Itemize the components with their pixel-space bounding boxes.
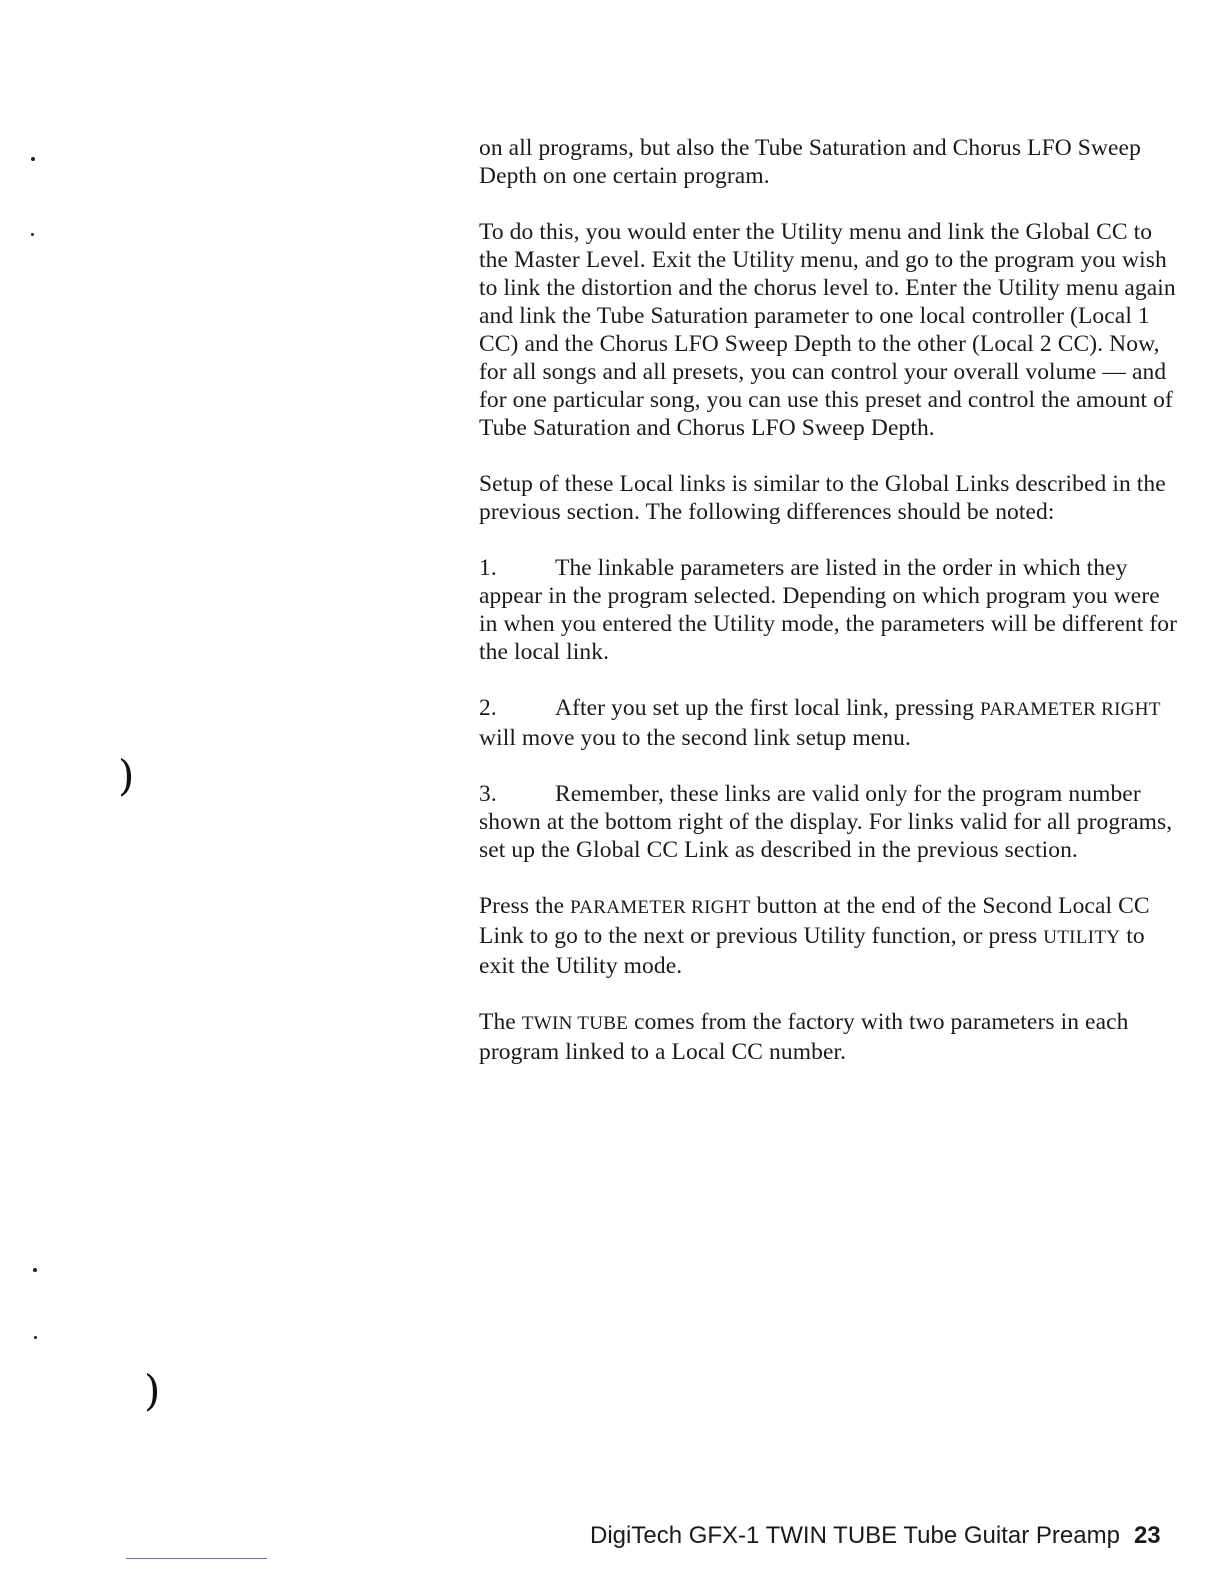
item-text: Remember, these links are valid only for the program number shown at the bottom right of the display. For links valid for all programs, set up the Global CC Link as described in the previous section. [479, 781, 1173, 863]
numbered-item [479, 780, 1179, 864]
paragraph [479, 1008, 1179, 1066]
button-name: UTILITY [1043, 927, 1121, 948]
text-run: The [479, 1009, 522, 1035]
text-run: comes from the factory with two parameters in each program linked to a Local CC number. [479, 1009, 1129, 1065]
scan-speck [33, 1268, 37, 1272]
item-number: 3. [479, 781, 497, 807]
page-footer [590, 1522, 1161, 1550]
paragraph [479, 892, 1179, 980]
scan-speck [34, 1336, 37, 1339]
punch-hole-mark: ) [118, 751, 135, 800]
paragraph: on all programs, but also the Tube Saturation and Chorus LFO Sweep Depth on one certain program. [479, 135, 1141, 189]
text-run: to exit the Utility mode. [479, 923, 1145, 979]
text-run: Press the [479, 893, 571, 919]
numbered-item [479, 554, 1179, 666]
page-number: 23 [1133, 1522, 1161, 1549]
product-name: TWIN TUBE [521, 1013, 629, 1034]
scan-edge-line [126, 1558, 267, 1559]
scan-speck [31, 233, 34, 236]
item-number: 2. [479, 695, 497, 721]
body-text [479, 134, 1179, 1094]
punch-hole-mark: ) [144, 1366, 161, 1415]
footer-title: DigiTech GFX-1 TWIN TUBE Tube Guitar Preamp [590, 1522, 1120, 1549]
item-text: The linkable parameters are listed in the order in which they appear in the program selected. Depending on which program you were in when you entered the Utility mode, the parameters will be different for the local link. [479, 555, 1178, 665]
paragraph: To do this, you would enter the Utility menu and link the Global CC to the Master Level. Exit the Utility menu, and go to the program you wish to link the distortion and the chorus level to. Enter the Utility menu again and link the Tube Saturation parameter to one local controller (Local 1 CC) and the Chorus LFO Sweep Depth to the other (Local 2 CC). Now, for all songs and all presets, you can control your overall volume — and for one particular song, you can use this preset and control the amount of Tube Saturation and Chorus LFO Sweep Depth. [479, 219, 1176, 441]
paragraph: Setup of these Local links is similar to the Global Links described in the previous section. The following differences should be noted: [479, 471, 1166, 525]
button-name: PARAMETER RIGHT [980, 699, 1161, 720]
item-text: After you set up the first local link, pressing [555, 695, 981, 721]
item-text: will move you to the second link setup menu. [479, 725, 911, 751]
scan-speck [31, 157, 35, 161]
text-run: button at the end of the Second Local CC Link to go to the next or previous Utility function, or press [479, 893, 1150, 949]
numbered-item [479, 694, 1179, 752]
item-number: 1. [479, 555, 497, 581]
button-name: PARAMETER RIGHT [570, 897, 751, 918]
